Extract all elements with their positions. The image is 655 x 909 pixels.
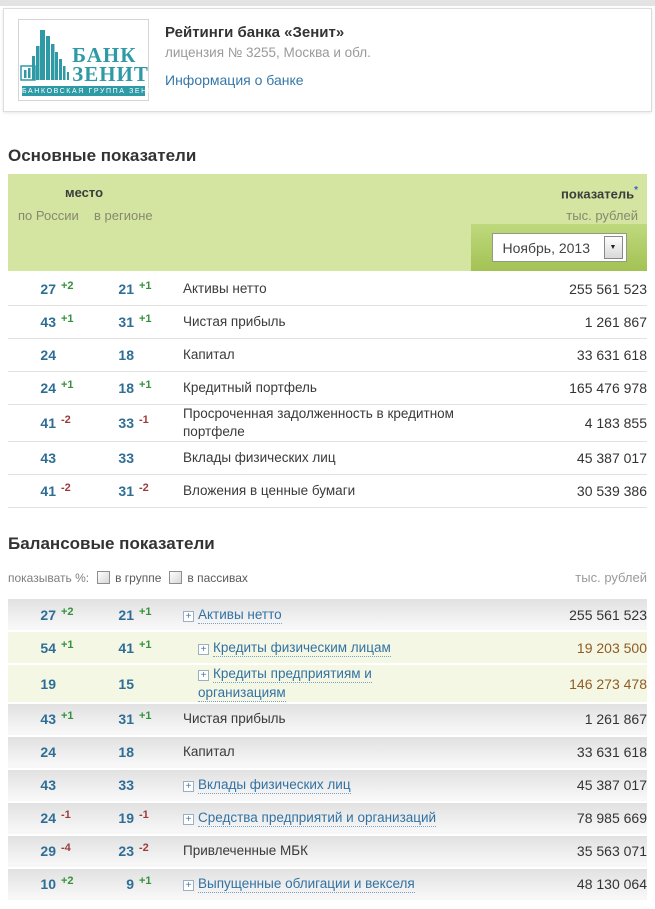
table-row	[8, 803, 647, 834]
indicator-label: Кредитный портфель	[183, 379, 317, 395]
rank-change-region: -1	[139, 414, 149, 427]
checkbox-in-group-label: в группе	[115, 570, 162, 585]
indicator-label: Чистая прибыль	[183, 313, 286, 329]
main-indicators-table	[8, 273, 647, 508]
indicator-value: 35 563 071	[576, 843, 647, 860]
indicator-value: 146 273 478	[569, 675, 647, 692]
rank-region: 18	[118, 347, 134, 363]
rank-region: 31	[118, 314, 134, 330]
expand-icon[interactable]: +	[183, 814, 194, 825]
expand-icon[interactable]: +	[183, 781, 194, 792]
rank-change-region: -2	[139, 842, 149, 855]
expand-icon[interactable]: +	[183, 880, 194, 891]
indicator-value: 45 387 017	[576, 777, 647, 794]
indicator-label	[168, 639, 502, 657]
indicator-value: 1 261 867	[584, 711, 647, 728]
rank-region: 23	[118, 843, 134, 860]
indicator-label: Вклады физических лиц	[183, 450, 336, 466]
balance-indicators-title: Балансовые показатели	[8, 534, 215, 554]
table-row	[8, 770, 647, 801]
percent-controls	[8, 570, 647, 585]
indicator-label	[168, 776, 502, 794]
checkbox-in-liabilities-label: в пассивах	[187, 570, 248, 585]
main-table-header	[8, 174, 647, 271]
indicator-value: 48 130 064	[576, 876, 647, 893]
rank-region: 18	[118, 744, 134, 761]
rank-change-russia: -4	[61, 842, 71, 855]
table-row	[8, 869, 647, 900]
show-percent-label: показывать %:	[8, 570, 90, 585]
indicator-label: Чистая прибыль	[183, 711, 286, 727]
indicator-value: 45 387 017	[576, 450, 647, 467]
rank-russia: 43	[40, 777, 56, 794]
table-row	[8, 632, 647, 663]
indicator-value: 165 476 978	[569, 380, 647, 396]
rank-region: 9	[126, 876, 134, 893]
rank-russia: 43	[40, 711, 56, 728]
column-header-place: место	[64, 185, 104, 200]
table-row	[8, 475, 647, 508]
rank-russia: 27	[40, 281, 56, 297]
chevron-down-icon[interactable]: ▼	[604, 236, 623, 259]
indicator-value: 33 631 618	[576, 744, 647, 761]
rank-region: 15	[118, 675, 134, 692]
balance-units-label: тыс. рублей	[575, 570, 647, 586]
checkbox-in-liabilities[interactable]	[169, 571, 182, 584]
rank-russia: 27	[40, 606, 56, 623]
indicator-label: Вложения в ценные бумаги	[183, 483, 356, 499]
rank-russia: 29	[40, 843, 56, 860]
rank-change-russia: +1	[61, 638, 74, 651]
indicator-link[interactable]: Активы нетто	[198, 606, 282, 622]
indicator-footnote-marker: *	[634, 185, 638, 196]
indicator-value: 78 985 669	[576, 810, 647, 827]
period-select-value: Ноябрь, 2013	[502, 239, 590, 256]
rank-russia: 41	[40, 483, 56, 500]
rank-region: 33	[118, 777, 134, 794]
indicator-label	[168, 875, 502, 893]
rank-russia: 43	[40, 450, 56, 467]
rank-russia: 43	[40, 314, 56, 330]
indicator-label: Капитал	[183, 744, 235, 760]
checkbox-in-group[interactable]	[97, 571, 110, 584]
rank-change-russia: +2	[61, 875, 74, 888]
rank-change-russia: +1	[61, 313, 74, 325]
indicator-label: Капитал	[183, 346, 235, 362]
table-row	[8, 737, 647, 768]
table-row	[8, 599, 647, 630]
page-title: Рейтинги банка «Зенит»	[165, 24, 345, 41]
period-select[interactable]	[492, 233, 627, 262]
indicator-link[interactable]: Средства предприятий и организаций	[198, 810, 437, 826]
table-row	[8, 836, 647, 867]
indicator-value: 255 561 523	[569, 606, 647, 623]
column-header-units: тыс. рублей	[566, 208, 638, 223]
bank-header-card	[3, 8, 652, 112]
bank-license-info: лицензия № 3255, Москва и обл.	[165, 45, 371, 60]
indicator-value: 4 183 855	[584, 415, 647, 432]
indicator-label: Привлеченные МБК	[183, 843, 308, 859]
rank-change-region: -2	[139, 482, 149, 495]
rank-change-region: +1	[139, 280, 152, 292]
expand-icon[interactable]: +	[183, 611, 194, 622]
rank-russia: 41	[40, 415, 56, 432]
rank-change-russia: +2	[61, 280, 74, 292]
table-row	[8, 405, 647, 442]
rank-change-region: +1	[139, 638, 152, 651]
rank-russia: 24	[40, 810, 56, 827]
table-row	[8, 372, 647, 405]
table-row	[8, 704, 647, 735]
rank-region: 19	[118, 810, 134, 827]
indicator-value: 19 203 500	[576, 639, 647, 656]
indicator-value: 33 631 618	[576, 347, 647, 363]
bank-info-link[interactable]: Информация о банке	[165, 72, 304, 88]
indicator-link[interactable]: Вклады физических лиц	[198, 777, 351, 793]
main-indicators-title: Основные показатели	[8, 146, 197, 165]
rank-region: 33	[118, 415, 134, 432]
column-header-indicator: показатель*	[561, 185, 638, 202]
bank-logo	[18, 19, 161, 101]
rank-russia: 24	[40, 744, 56, 761]
rank-region: 21	[118, 606, 134, 623]
rank-change-russia: -1	[61, 809, 71, 822]
indicator-value: 255 561 523	[569, 281, 647, 297]
rank-russia: 24	[40, 347, 56, 363]
rank-change-region: +1	[139, 605, 152, 618]
indicator-value: 1 261 867	[584, 314, 647, 330]
indicator-link[interactable]: Кредиты физическим лицам	[213, 639, 391, 655]
indicator-value: 30 539 386	[576, 483, 647, 500]
rank-russia: 10	[40, 876, 56, 893]
rank-change-russia: -2	[61, 482, 71, 495]
column-header-region: в регионе	[94, 208, 153, 223]
rank-russia: 24	[40, 380, 56, 396]
rank-change-region: +1	[139, 875, 152, 888]
rank-russia: 19	[40, 675, 56, 692]
period-select-panel	[471, 224, 647, 271]
indicator-link[interactable]: Выпущенные облигации и векселя	[198, 876, 415, 892]
column-header-russia: по России	[18, 208, 79, 223]
bank-logo-tagline: БАНКОВСКАЯ ГРУППА ЗЕНИТ	[22, 88, 161, 95]
rank-change-russia: -2	[61, 414, 71, 427]
rank-region: 21	[118, 281, 134, 297]
rank-change-region: +1	[139, 710, 152, 723]
bank-building-icon	[18, 26, 70, 89]
expand-icon[interactable]: +	[198, 644, 209, 655]
table-row	[8, 306, 647, 339]
top-strip	[0, 0, 655, 6]
rank-change-russia: +2	[61, 605, 74, 618]
rank-change-russia: +1	[61, 379, 74, 391]
indicator-link[interactable]: Кредиты предприятиям и организациям	[198, 666, 372, 700]
table-row	[8, 442, 647, 475]
table-row	[8, 339, 647, 372]
indicator-label: Просроченная задолженность в кредитном портфеле	[183, 406, 454, 440]
bank-logo-wordmark: БАНК ЗЕНИТ	[72, 42, 149, 87]
indicator-label: Активы нетто	[183, 280, 267, 296]
table-row	[8, 273, 647, 306]
rank-region: 41	[118, 639, 134, 656]
balance-indicators-table	[8, 599, 647, 899]
rank-region: 31	[118, 483, 134, 500]
rank-change-region: -1	[139, 809, 149, 822]
indicator-label	[168, 665, 502, 701]
table-row	[8, 665, 647, 701]
rank-region: 33	[118, 450, 134, 467]
rank-change-region: +1	[139, 313, 152, 325]
rank-change-russia: +1	[61, 710, 74, 723]
rank-region: 18	[118, 380, 134, 396]
indicator-label	[168, 809, 502, 827]
rank-region: 31	[118, 711, 134, 728]
rank-change-region: +1	[139, 379, 152, 391]
rank-russia: 54	[40, 639, 56, 656]
indicator-label	[168, 606, 502, 624]
expand-icon[interactable]: +	[198, 670, 209, 681]
